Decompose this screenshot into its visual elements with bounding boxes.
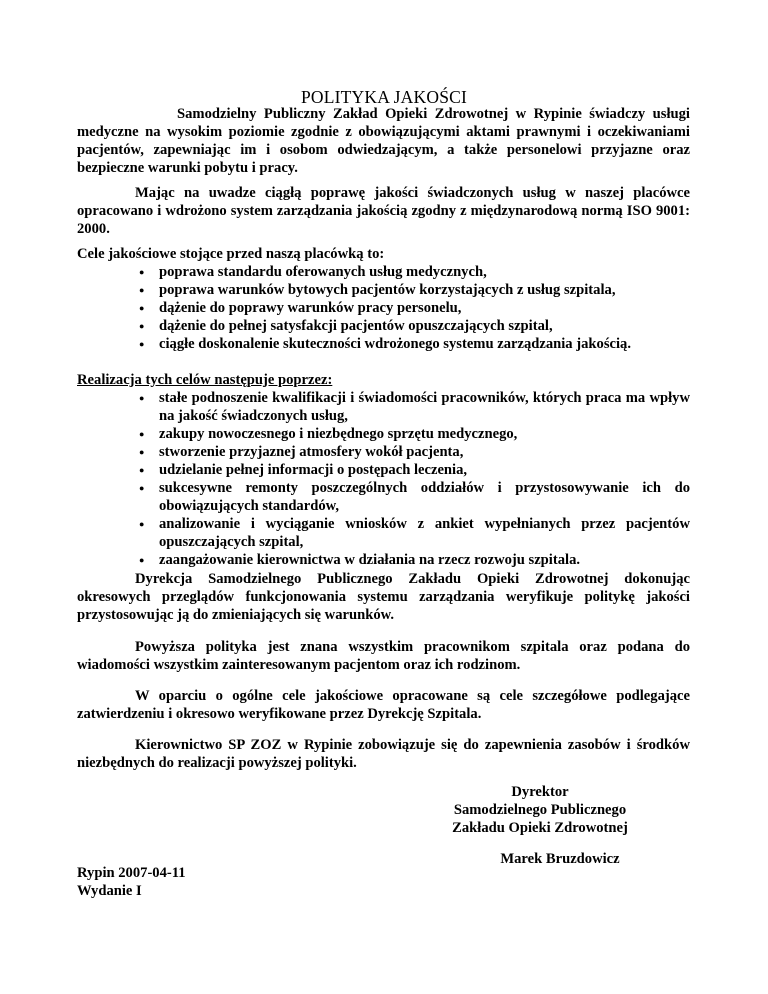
signature-name: Marek Bruzdowicz [500,851,620,867]
list-item: ● dążenie do pełnej satysfakcji pacjentów opuszczających szpital, [77,317,690,335]
list-item: ● stałe podnoszenie kwalifikacji i świadomości pracowników, których praca ma wpływ na jakość świadczonych usług, [77,389,690,425]
list-item: ● zakupy nowoczesnego i niezbędnego sprzętu medycznego, [77,425,690,443]
edition: Wydanie I [77,883,142,899]
list-item: ● analizowanie i wyciąganie wniosków z ankiet wypełnianych przez pacjentów opuszczających szpital, [77,515,690,551]
detailed-block [77,687,690,723]
place-date: Rypin 2007-04-11 [77,865,186,881]
review-paragraph: Dyrekcja Samodzielnego Publicznego Zakładu Opieki Zdrowotnej dokonując okresowych przeglądów funkcjonowania systemu zarządzania weryfikuje politykę jakości przystosowując ją do zmieniających się warunków. [77,571,690,623]
goals-list [77,263,690,353]
signature-block [440,783,640,837]
realization-list [77,389,690,569]
commit-block [77,736,690,772]
intro-paragraph: Samodzielny Publiczny Zakład Opieki Zdrowotnej w Rypinie świadczy usługi medyczne na wysokim poziomie zgodnie z obowiązującymi aktami prawnymi i oczekiwaniami pacjentów, zapewniając im i osobom odwiedzającym, a także personelowi przyjazne oraz bezpieczne warunki pobytu i pracy. [77,106,690,176]
document-title: POLITYKA JAKOŚCI [300,87,468,107]
system-paragraph: Mając na uwadze ciągłą poprawę jakości świadczonych usług w naszej placówce opracowano i wdrożono system zarządzania jakością zgodny z międzynarodową normą ISO 9001: 2000. [77,185,690,237]
signature-org-line2: Zakładu Opieki Zdrowotnej [452,820,628,836]
list-item: ● sukcesywne remonty poszczególnych oddziałów i przystosowywanie ich do obowiązujących standardów, [77,479,690,515]
known-block [77,638,690,674]
known-paragraph: Powyższa polityka jest znana wszystkim pracownikom szpitala oraz podana do wiadomości wszystkim zainteresowanym pacjentom oraz ich rodzinom. [77,639,690,673]
realization-heading: Realizacja tych celów następuje poprzez: [77,372,333,388]
list-item: ● udzielanie pełnej informacji o postępach leczenia, [77,461,690,479]
review-block [77,570,690,624]
footer-block [77,864,186,900]
list-item: ● poprawa standardu oferowanych usług medycznych, [77,263,690,281]
list-item: ● dążenie do poprawy warunków pracy personelu, [77,299,690,317]
list-item: ● stworzenie przyjaznej atmosfery wokół pacjenta, [77,443,690,461]
list-item: ● zaangażowanie kierownictwa w działania na rzecz rozwoju szpitala. [77,551,690,569]
system-block [77,184,690,238]
signature-org-line1: Samodzielnego Publicznego [453,802,627,818]
goals-heading: Cele jakościowe stojące przed naszą placówką to: [77,246,385,262]
detailed-paragraph: W oparciu o ogólne cele jakościowe opracowane są cele szczegółowe podlegające zatwierdzeniu i okresowo weryfikowane przez Dyrekcję Szpitala. [77,688,690,722]
intro-block [77,105,690,177]
realization-section [77,371,690,569]
signature-title: Dyrektor [511,784,569,800]
goals-section [77,245,690,353]
commit-paragraph: Kierownictwo SP ZOZ w Rypinie zobowiązuje się do zapewnienia zasobów i środków niezbędnych do realizacji powyższej polityki. [77,737,690,771]
list-item: ● ciągłe doskonalenie skuteczności wdrożonego systemu zarządzania jakością. [77,335,690,353]
list-item: ● poprawa warunków bytowych pacjentów korzystających z usług szpitala, [77,281,690,299]
